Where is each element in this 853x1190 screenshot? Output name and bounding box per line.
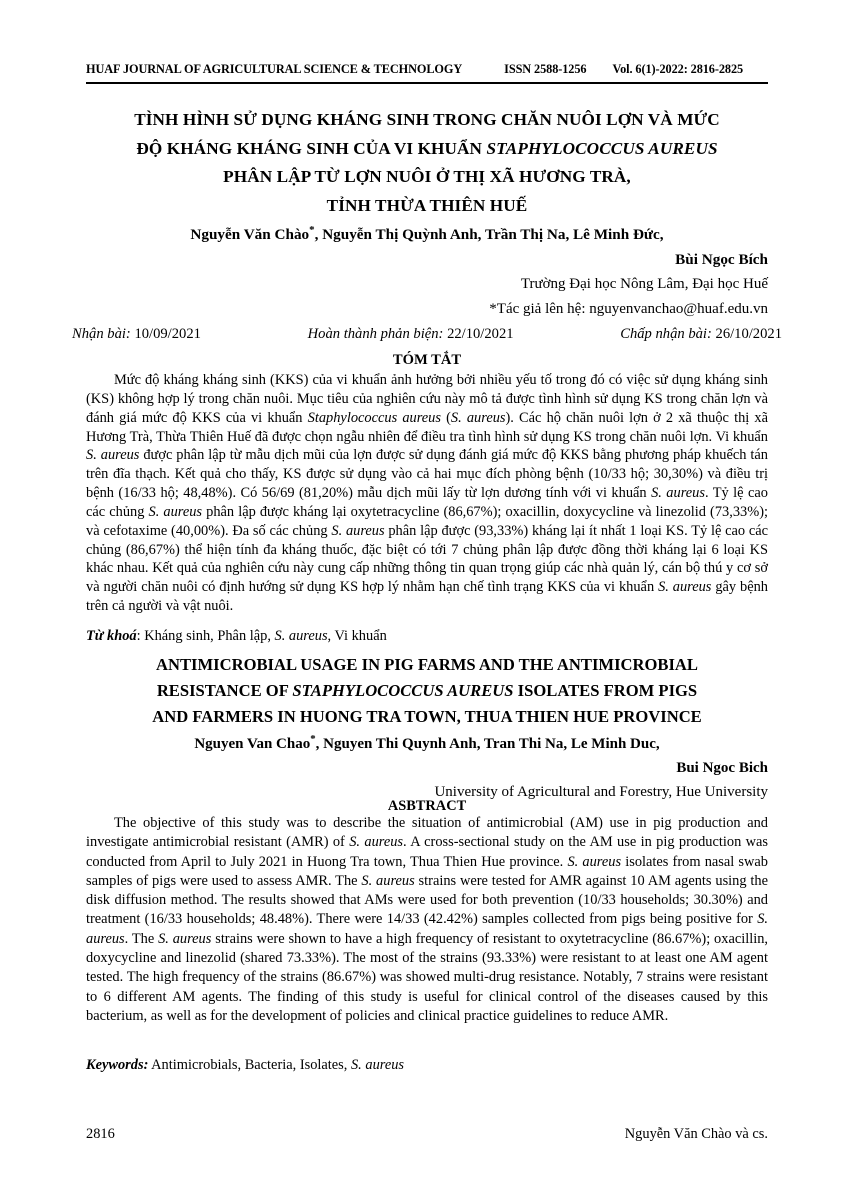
abs-en-seg-d: strains were tested for AMR against 10 AM agents using the disk diffusion method. The results showed that AMs were used for both prevention (10/33 households; 30.30%) and treatment (16/33 households; 48.48%). There were 14/33 (42.42%) samples collected from pigs being positive for [86,872,768,928]
abs-en-species-3: S. aureus [361,872,415,889]
abstract-heading-vietnamese: TÓM TẮT [392,352,462,368]
author-vi-first: Nguyễn Văn Chào [190,226,310,243]
abs-en-species-4: S. aureus [86,911,768,947]
abs-vi-species-3: S. aureus [86,447,140,464]
author-vi-rest: , Nguyễn Thị Quỳnh Anh, Trần Thị Na, Lê Minh Đức, [314,226,664,243]
abstract-body-vietnamese [86,371,768,616]
abs-vi-seg-c: ). Các hộ chăn nuôi lợn ở 2 xã thuộc thị xã Hương Trà, Thừa Thiên Huế đã được chọn ngẫu nhiên để điều tra tình hình sử dụng KS trong chăn nuôi lợn. Vi khuẩn [86,409,769,445]
running-head [86,62,768,77]
abs-vi-species-5: S. aureus [148,503,203,520]
keywords-vi-a: : Kháng sinh, Phân lập, [136,628,275,644]
abs-en-species-2: S. aureus [567,853,622,870]
keywords-en-a: Antimicrobials, Bacteria, Isolates, [148,1057,351,1073]
abs-vi-seg-d: được phân lập từ mẫu dịch mũi của lợn được sử dụng đánh giá mức độ KKS bằng phương pháp khuếch tán trên đĩa thạch. Kết quả cho thấy, KS được sử dụng vào cả hai mục đích phòng bệnh (10/33 hộ; 30,30%) và điều trị bệnh (16/33 hộ; 48,48%). Có 56/69 (81,20%) mẫu dịch mũi lấy từ lợn dương tính với vi khuẩn [86,447,769,502]
author-list-vietnamese [86,222,768,272]
abs-en-species-5: S. aureus [158,930,212,947]
submission-dates [72,326,782,343]
abs-vi-species-7: S. aureus [658,579,712,596]
title-vi-line-1: TÌNH HÌNH SỬ DỤNG KHÁNG SINH TRONG CHĂN NUÔI LỢN VÀ MỨC [134,110,720,129]
footer-short-authors: Nguyễn Văn Chào và cs. [624,1126,768,1142]
page-footer [86,1126,768,1143]
abs-vi-seg-g: phân lập được (93,33%) kháng lại ít nhất 1 loại KS. Tỷ lệ cao các chủng (86,67%) thể hiện tính đa kháng thuốc, đặc biệt có tới 7 chủng phân lập được đồng thời kháng lại 6 loại KS khác nhau. Kết quả của nghiên cứu này cung cấp những thông tin quan trọng giúp các nhà quản lý, cán bộ thú y cơ sở và người chăn nuôi có định hướng sử dụng KS hợp lý nhằm hạn chế tình trạng KKS của vi khuẩn [86,522,769,596]
author-en-first: Nguyen Van Chao [194,736,311,752]
volume-issue-pages: Vol. 6(1)-2022: 2816-2825 [612,62,744,76]
title-vi-line-2a: ĐỘ KHÁNG KHÁNG SINH CỦA VI KHUẨN [136,138,487,158]
abs-vi-species-1: Staphylococcus aureus [307,409,441,426]
abs-vi-seg-a: Mức độ kháng kháng sinh (KKS) của vi khuẩn ảnh hưởng bởi nhiều yếu tố trong đó có việc sử dụng kháng sinh (KS) không hợp lý trong chăn nuôi. Mục tiêu của nghiên cứu này mô tả được tình hình sử dụng KS trong chăn lợn và đánh giá mức độ KKS của vi khuẩn [86,372,768,426]
abs-vi-species-2: S. aureus [450,409,506,426]
title-vi-line-3: PHÂN LẬP TỪ LỢN NUÔI Ở THỊ XÃ HƯƠNG TRÀ, [223,167,631,186]
keywords-vi-label: Từ khoá [86,628,137,644]
corresponding-author-marker-en: * [310,733,316,745]
date-accepted [620,326,782,343]
title-en-line-2a: RESISTANCE OF [156,681,293,700]
abs-en-seg-c: isolates from nasal swab samples of pigs were used to assess AMR. The [86,853,769,889]
page-title-english [86,652,768,730]
abs-en-seg-f: strains were shown to have a high frequency of resistant to oxytetracycline (86.67%); oxacillin, doxycycline and linezolid (shared 73.33%). The most of the strains (93.33%) were resistant to at least one AM agent tested. The high frequency of the strains (86.67%) was showed multi-drug resistance. Notably, 7 strains were resistant to 6 different AM agents. The finding of this study is useful for clinical control of the diseases caused by this bacterium, as well as for the development of policies and clinical practice guidelines to reduce AMR. [86,930,769,1024]
corresponding-author-marker: * [309,223,315,236]
abs-vi-seg-h: gây bệnh trên cả người và vật nuôi. [86,579,769,615]
abstract-body-english [86,814,768,1026]
issn-label: ISSN 2588-1256 [504,62,587,76]
header-divider [86,82,768,84]
title-vi-line-4: TỈNH THỪA THIÊN HUẾ [326,195,528,215]
journal-name: HUAF JOURNAL OF AGRICULTURAL SCIENCE & TECHNOLOGY [86,62,463,76]
title-en-species-name: STAPHYLOCOCCUS AUREUS [292,681,514,700]
keywords-en-label: Keywords: [86,1057,149,1073]
date-revised [308,326,514,343]
abs-en-seg-b: . A cross-sectional study on the AM use in pig production was conducted from April to July 2021 in Huong Tra town, Thua Thien Hue province. [86,834,769,870]
keywords-en-species: S. aureus [350,1057,405,1073]
abs-vi-species-6: S. aureus [331,522,385,539]
author-vi-last: Bùi Ngọc Bích [675,251,768,268]
abstract-heading-english: ASBTRACT [387,798,467,814]
author-list-english [86,732,768,780]
date-accepted-value: 26/10/2021 [715,326,782,342]
date-revised-label: Hoàn thành phản biện: [307,326,444,342]
footer-page-number: 2816 [86,1126,115,1142]
title-en-line-1: ANTIMICROBIAL USAGE IN PIG FARMS AND THE ANTIMICROBIAL [156,655,698,674]
keywords-vi-species: S. aureus [274,628,328,644]
keywords-vietnamese [86,627,768,646]
abs-vi-seg-f: phân lập được kháng lại oxytetracycline (86,67%); oxacillin, doxycycline và linezolid (73,33%); và cefotaxime (40,00%). Đa số các chủng [86,503,769,539]
page-title-vietnamese [86,106,768,220]
title-vi-species-name: STAPHYLOCOCCUS AUREUS [486,138,718,158]
abs-vi-species-4: S. aureus [651,485,705,502]
title-en-line-3: AND FARMERS IN HUONG TRA TOWN, THUA THIEN HUE PROVINCE [152,707,702,726]
affiliation-vietnamese: Trường Đại học Nông Lâm, Đại học Huế [520,276,768,292]
date-received-value: 10/09/2021 [134,326,201,342]
keywords-vi-b: , Vi khuẩn [327,628,387,644]
abs-vi-seg-e: . Tỷ lệ cao các chủng [86,485,768,520]
affiliation-english: University of Agricultural and Forestry, Hue University [434,784,768,800]
date-received [72,326,201,343]
abs-vi-seg-b: ( [440,409,451,426]
abs-en-species-1: S. aureus [349,834,404,851]
date-received-label: Nhận bài: [72,326,131,342]
author-en-last: Bui Ngoc Bich [676,760,768,776]
date-accepted-label: Chấp nhận bài: [620,326,712,342]
paper-page [72,0,782,1190]
keywords-english [86,1056,768,1075]
abs-en-seg-a: The objective of this study was to describe the situation of antimicrobial (AM) use in pig production and investigate antimicrobial resistant (AMR) of [86,815,768,851]
corresponding-contact-email: *Tác giả lên hệ: nguyenvanchao@huaf.edu.vn [489,301,768,317]
title-en-line-2b: ISOLATES FROM PIGS [513,681,698,700]
date-revised-value: 22/10/2021 [447,326,514,342]
abs-en-seg-e: . The [124,930,159,947]
author-en-rest: , Nguyen Thi Quynh Anh, Tran Thi Na, Le Minh Duc, [315,736,660,752]
